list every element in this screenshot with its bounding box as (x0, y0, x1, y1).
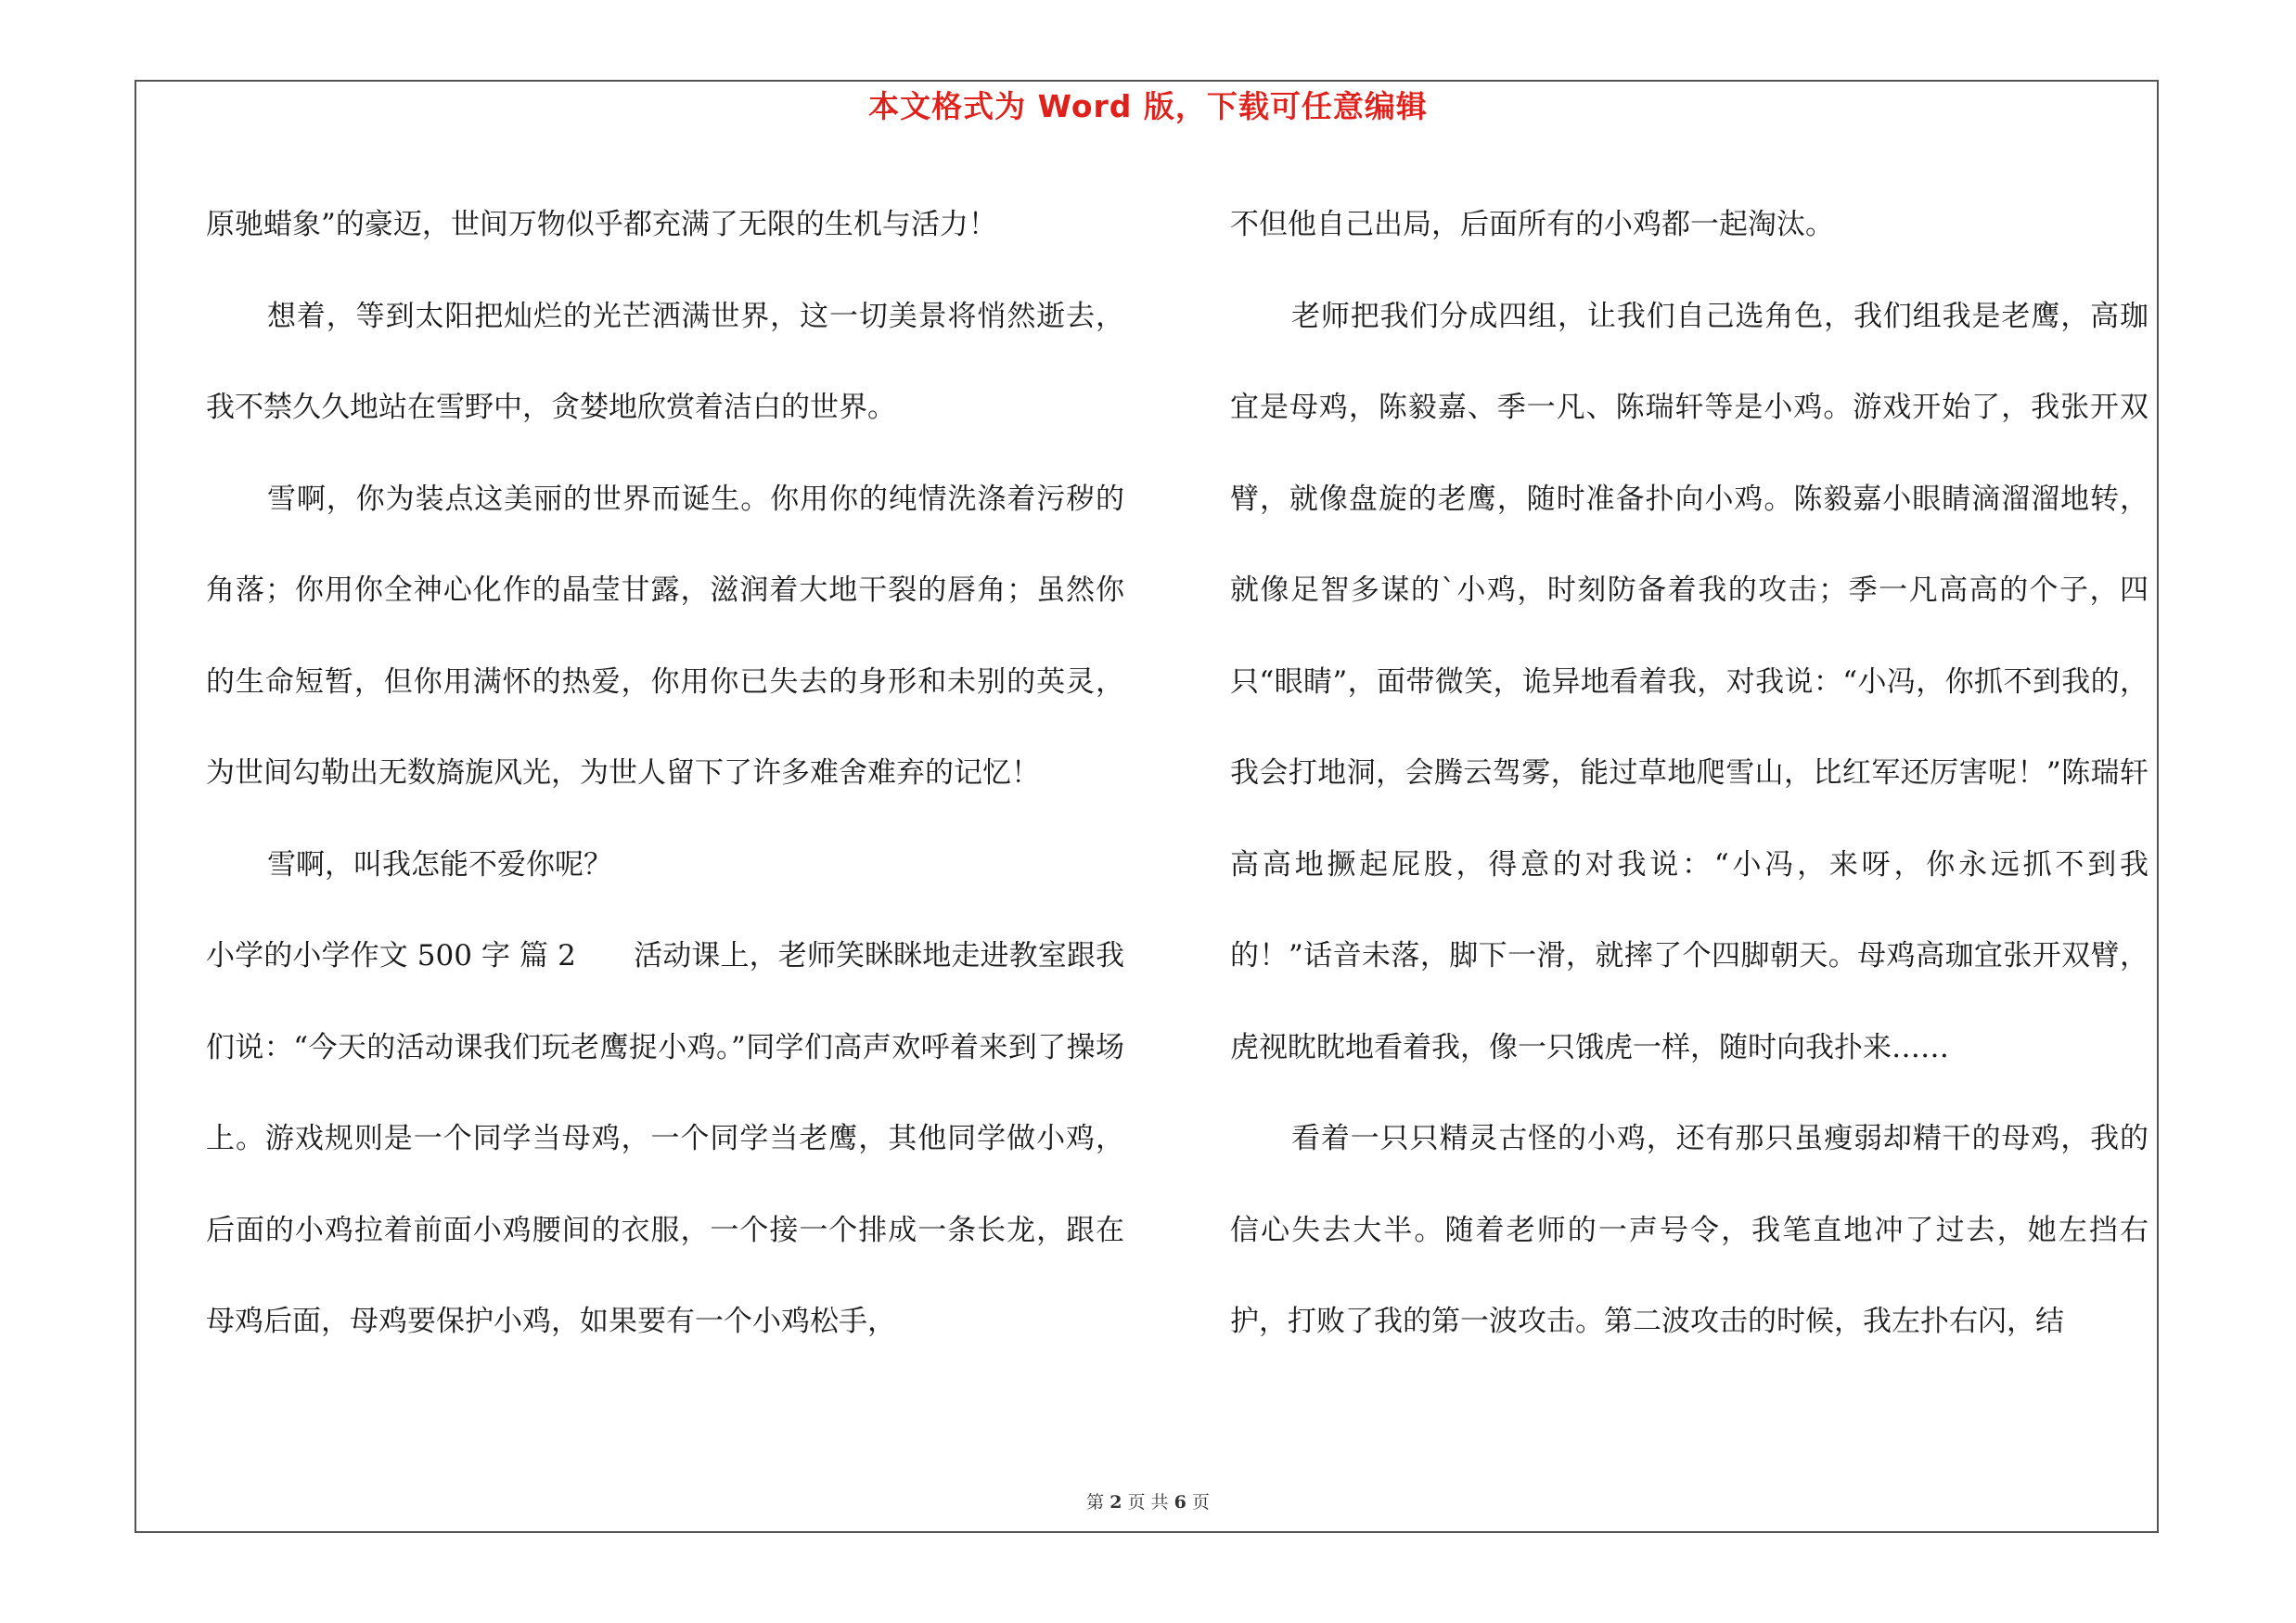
paragraph: 不但他自己出局，后面所有的小鸡都一起淘汰。 (1230, 208, 1834, 241)
paragraph: 想着，等到太阳把灿烂的光芒洒满世界，这一切美景将悄然逝去，我不禁久久地站在雪野中，贪婪地欣赏着洁白的世界。 (206, 299, 1124, 424)
page-footer (0, 1490, 2296, 1514)
paragraph: 雪啊，叫我怎能不爱你呢？ (267, 847, 612, 882)
footer-middle: 页 共 (1127, 1492, 1169, 1513)
paragraph: 雪啊，你为装点这美丽的世界而诞生。你用你的纯情洗涤着污秽的角落；你用你全神心化作的晶莹甘露，滋润着大地干裂的唇角；虽然你的生命短暂，但你用满怀的热爱，你用你已失去的身形和未别的英灵，为世间勾勒出无数旖旎风光，为世人留下了许多难舍难弃的记忆！ (206, 482, 1124, 790)
document-banner (0, 85, 2296, 128)
page-total: 6 (1174, 1492, 1186, 1513)
footer-suffix: 页 (1191, 1492, 1210, 1513)
paragraph: 原驰蜡象”的豪迈，世间万物似乎都充满了无限的生机与活力！ (206, 208, 997, 241)
paragraph: 看着一只只精灵古怪的小鸡，还有那只虽瘦弱却精干的母鸡，我的信心失去大半。随着老师的一声号令，我笔直地冲了过去，她左挡右护，打败了我的第一波攻击。第二波攻击的时候，我左扑右闪，结 (1230, 1122, 2148, 1338)
page-number: 2 (1110, 1492, 1122, 1513)
right-column (1230, 179, 2148, 1368)
left-column (206, 179, 1124, 1368)
paragraph: 小学的小学作文 500 字 篇 2 活动课上，老师笑眯眯地走进教室跟我们说：“今天的活动课我们玩老鹰捉小鸡。”同学们高声欢呼着来到了操场上。游戏规则是一个同学当母鸡，一个同学当老鹰，其他同学做小鸡，后面的小鸡拉着前面小鸡腰间的衣服，一个接一个排成一条长龙，跟在母鸡后面，母鸡要保护小鸡，如果要有一个小鸡松手， (206, 939, 1124, 1338)
paragraph: 老师把我们分成四组，让我们自己选角色，我们组我是老鹰，高珈宜是母鸡，陈毅嘉、季一凡、陈瑞轩等是小鸡。游戏开始了，我张开双臂，就像盘旋的老鹰，随时准备扑向小鸡。陈毅嘉小眼睛滴溜溜地转，就像足智多谋的`小鸡，时刻防备着我的攻击；季一凡高高的个子，四只“眼睛”，面带微笑，诡异地看着我，对我说：“小冯，你抓不到我的，我会打地洞，会腾云驾雾，能过草地爬雪山，比红军还厉害呢！”陈瑞轩高高地撅起屁股，得意的对我说：“小冯，来呀，你永远抓不到我的！”话音未落，脚下一滑，就摔了个四脚朝天。母鸡高珈宜张开双臂，虎视眈眈地看着我，像一只饿虎一样，随时向我扑来…… (1230, 299, 2148, 1064)
banner-text: 本文格式为 Word 版，下载可任意编辑 (868, 88, 1428, 124)
footer-prefix: 第 (1086, 1492, 1105, 1513)
